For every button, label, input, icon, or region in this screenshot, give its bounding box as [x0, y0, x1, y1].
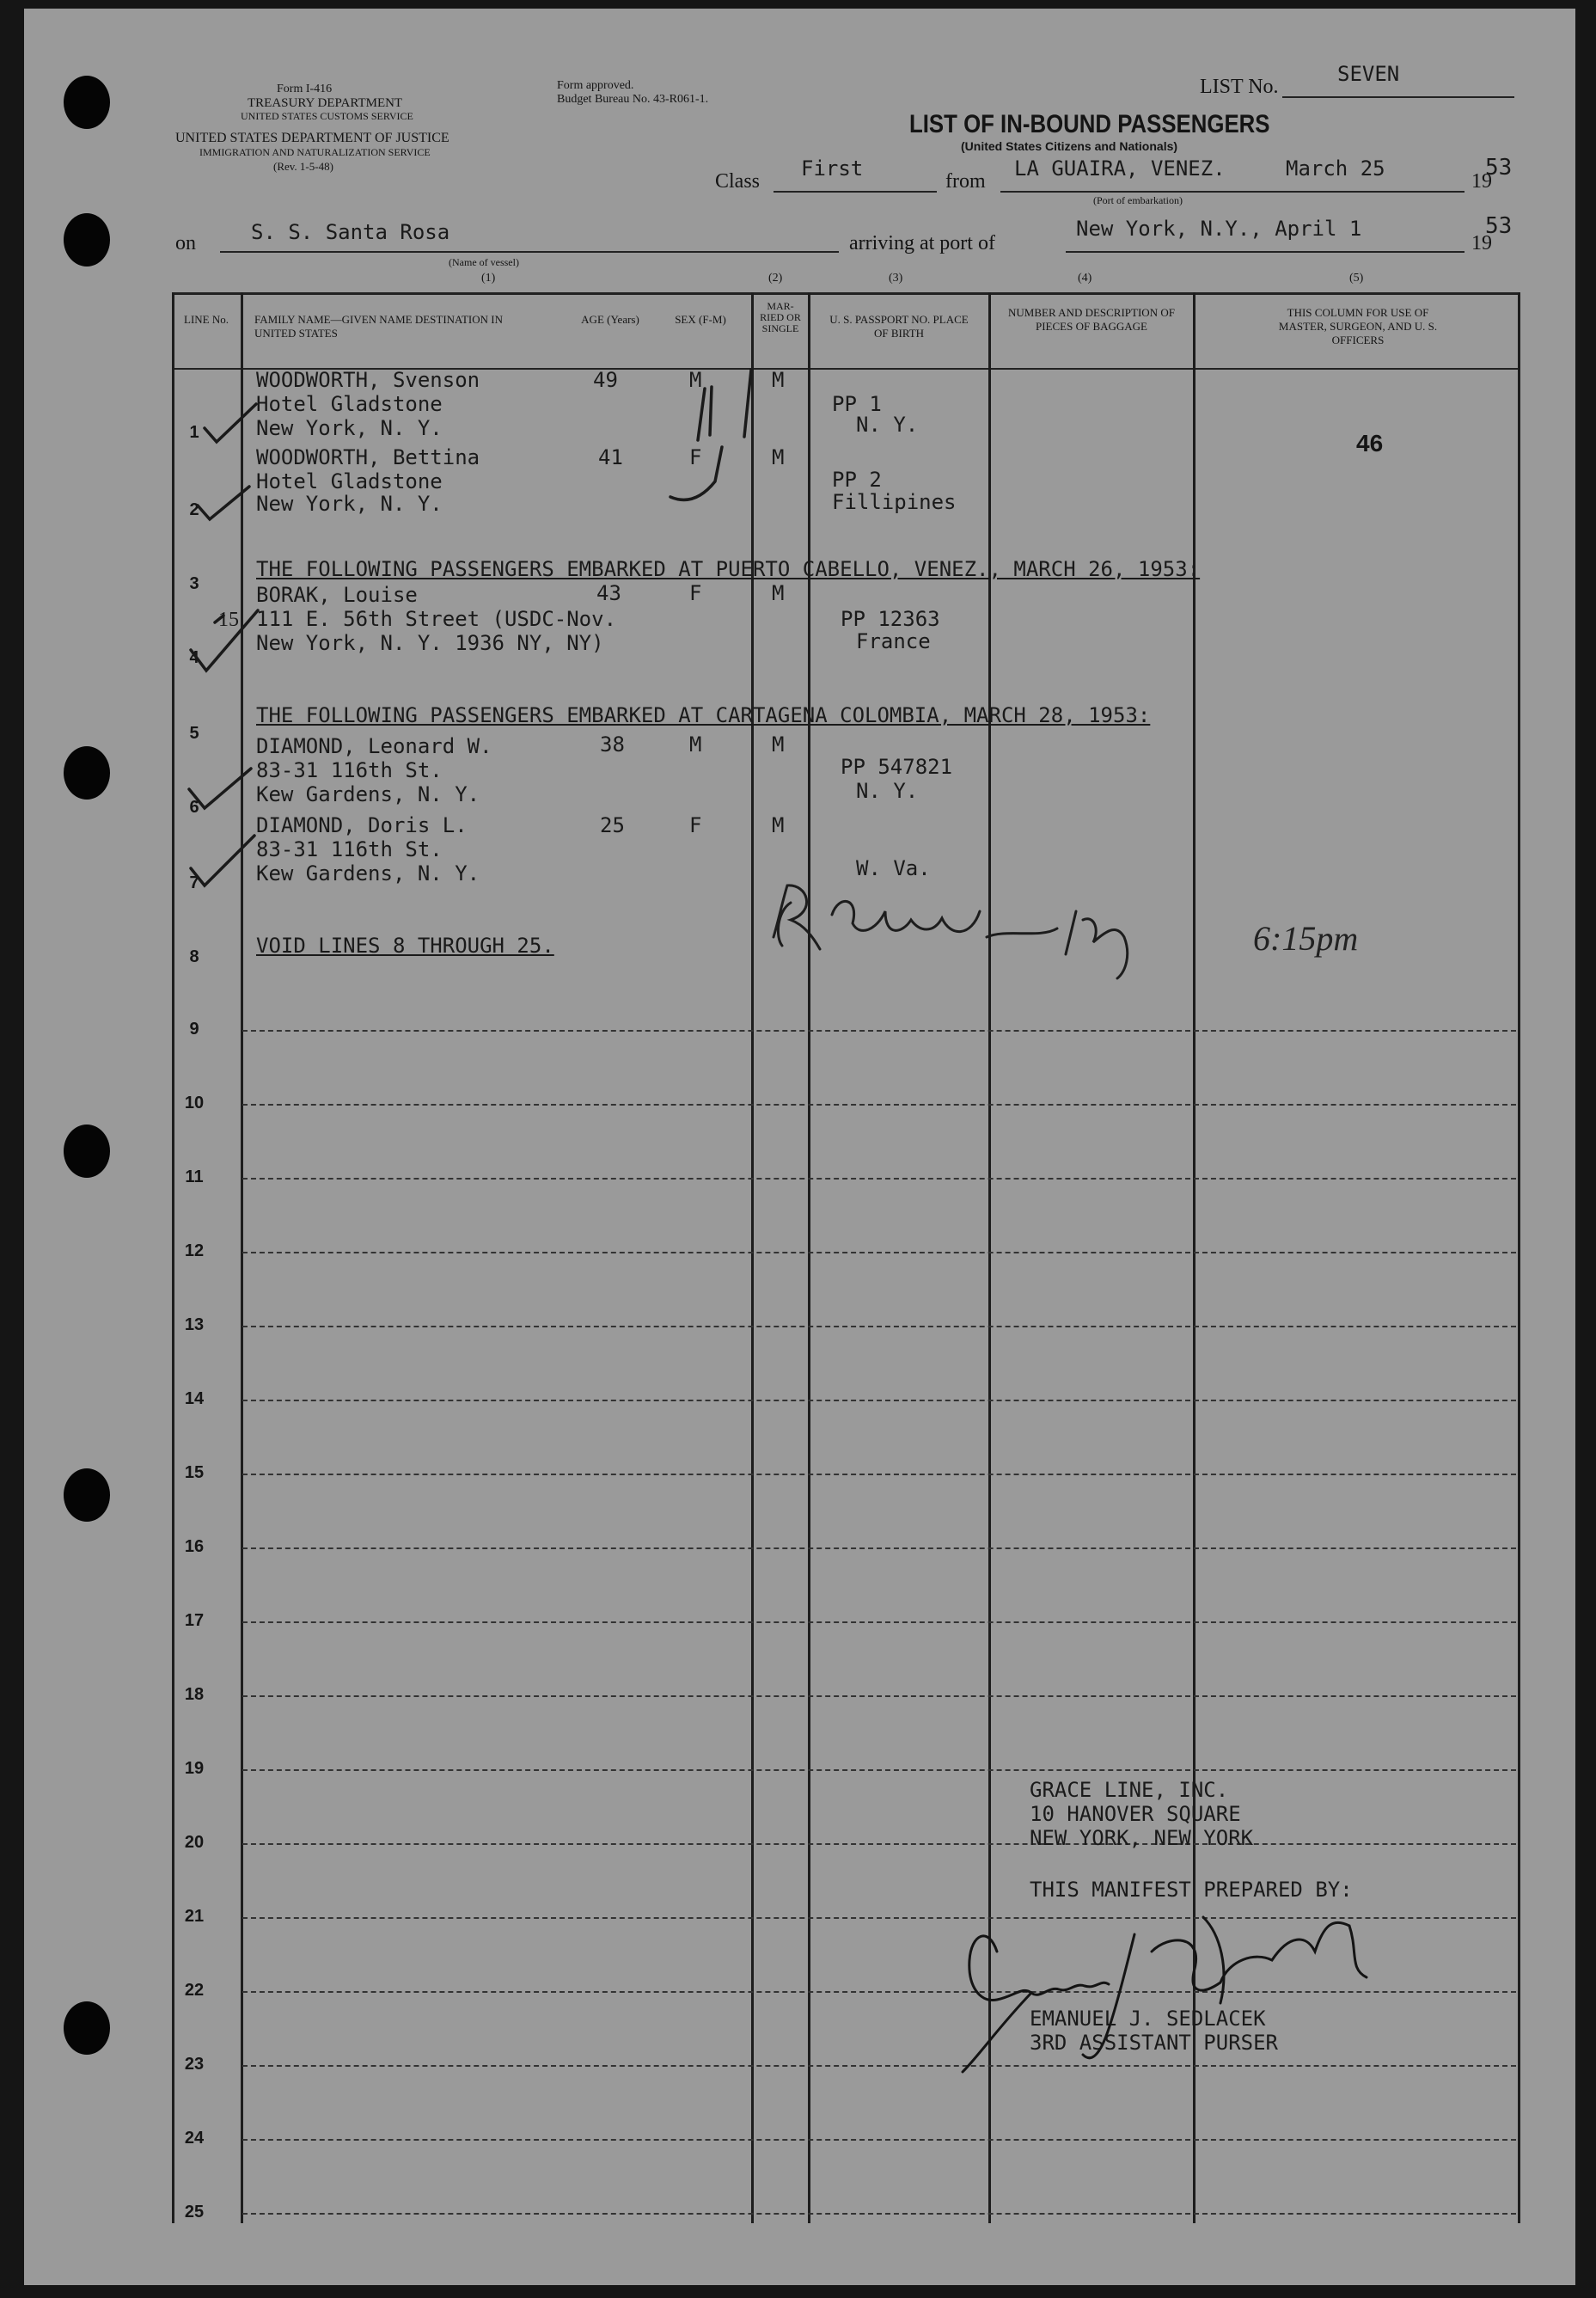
preparer-title: 3RD ASSISTANT PURSER	[1030, 2031, 1278, 2055]
place-of-birth: N. Y.	[856, 779, 919, 803]
line-number: 9	[189, 1020, 199, 1039]
passenger-city: Kew Gardens, N. Y.	[256, 861, 480, 885]
embarkation-date: March 25	[1286, 156, 1385, 181]
port-of-embarkation: LA GUAIRA, VENEZ.	[1014, 156, 1226, 181]
column-divider	[988, 292, 991, 2223]
binder-hole	[64, 2001, 110, 2055]
column-header-passport: U. S. PASSPORT NO. PLACE OF BIRTH	[829, 313, 969, 340]
list-no-label: LIST No.	[1200, 76, 1279, 98]
prepared-by-label: THIS MANIFEST PREPARED BY:	[1030, 1878, 1353, 1902]
row-separator	[242, 1474, 1516, 1475]
row-separator	[242, 1917, 1516, 1919]
company-address: 10 HANOVER SQUARE	[1030, 1802, 1241, 1826]
passenger-name: DIAMOND, Leonard W.	[256, 734, 492, 758]
line-number: 4	[189, 648, 199, 667]
class-underline	[774, 191, 937, 193]
line-number: 3	[189, 574, 199, 593]
embarkation-year: 53	[1485, 155, 1513, 181]
table-right-border	[1518, 292, 1520, 2223]
passenger-sex: F	[689, 445, 702, 469]
passenger-city: Kew Gardens, N. Y.	[256, 782, 480, 806]
company-name: GRACE LINE, INC.	[1030, 1778, 1229, 1802]
row-separator	[242, 1769, 1516, 1771]
line-number: 25	[184, 2203, 205, 2221]
treasury-department: TREASURY DEPARTMENT	[248, 96, 403, 110]
from-label: from	[945, 170, 986, 193]
line-number: 17	[184, 1611, 205, 1630]
passenger-age: 41	[598, 445, 623, 469]
on-label: on	[175, 232, 196, 254]
line-number: 15	[184, 1463, 205, 1482]
line-number: 11	[185, 1167, 204, 1186]
arrival-port: New York, N.Y., April 1	[1076, 217, 1362, 241]
place-of-birth: France	[856, 629, 931, 653]
line-number: 22	[184, 1981, 205, 2000]
passenger-city: New York, N. Y. 1936 NY, NY)	[256, 631, 604, 655]
year-prefix: 19	[1471, 170, 1492, 193]
row-separator	[242, 1178, 1516, 1180]
passenger-marital-status: M	[772, 581, 785, 605]
embarkation-section-heading: THE FOLLOWING PASSENGERS EMBARKED AT CARTAGENA COLOMBIA, MARCH 28, 1953:	[256, 703, 1151, 727]
passenger-sex: F	[689, 813, 702, 837]
passenger-name: WOODWORTH, Svenson	[256, 368, 480, 392]
form-revision: (Rev. 1-5-48)	[273, 160, 333, 173]
line-number: 13	[184, 1315, 205, 1334]
form-title: LIST OF IN-BOUND PASSENGERS	[909, 110, 1270, 138]
arrival-year: 53	[1485, 213, 1513, 239]
year-prefix: 19	[1471, 232, 1492, 254]
form-number: Form I-416	[277, 83, 333, 95]
company-city: NEW YORK, NEW YORK	[1030, 1826, 1254, 1850]
vessel-name: S. S. Santa Rosa	[251, 220, 450, 244]
row-separator	[242, 1843, 1516, 1845]
passport-number: PP 1	[832, 392, 882, 416]
vessel-caption: (Name of vessel)	[449, 256, 519, 268]
passenger-name: DIAMOND, Doris L.	[256, 813, 468, 837]
budget-bureau: Budget Bureau No. 43-R061-1.	[557, 93, 709, 106]
column-header-line-no: LINE No.	[184, 313, 229, 326]
table-top-border	[172, 292, 1520, 295]
place-of-birth: W. Va.	[856, 856, 931, 880]
row-separator	[242, 1326, 1516, 1327]
line-number: 18	[184, 1685, 205, 1704]
column-divider	[808, 292, 810, 2223]
passenger-marital-status: M	[772, 445, 785, 469]
line-number: 10	[184, 1094, 205, 1112]
passenger-age: 38	[600, 732, 625, 757]
passenger-sex: M	[689, 368, 702, 392]
passenger-address: 83-31 116th St.	[256, 758, 443, 782]
line-number: 8	[189, 947, 199, 966]
vessel-underline	[220, 251, 839, 253]
line-number: 21	[184, 1907, 205, 1926]
column-number: (1)	[481, 272, 496, 285]
row-separator	[242, 1547, 1516, 1549]
passenger-city: New York, N. Y.	[256, 416, 443, 440]
inspection-time: 6:15pm	[1253, 919, 1359, 958]
column-number: (4)	[1078, 272, 1092, 285]
row-separator	[242, 1695, 1516, 1697]
passenger-address: Hotel Gladstone	[256, 392, 443, 416]
passenger-name: BORAK, Louise	[256, 583, 418, 607]
customs-service: UNITED STATES CUSTOMS SERVICE	[241, 110, 413, 122]
binder-hole	[64, 213, 110, 267]
passenger-age: 25	[600, 813, 625, 837]
port-caption: (Port of embarkation)	[1093, 194, 1183, 206]
line-number: 16	[184, 1537, 205, 1556]
manifest-sheet	[24, 9, 1575, 2285]
svg-text:15: 15	[218, 609, 239, 631]
line-number: 5	[189, 724, 199, 743]
line-number: 12	[184, 1241, 205, 1260]
column-divider	[241, 292, 243, 2223]
line-number: 24	[184, 2129, 205, 2148]
passenger-marital-status: M	[772, 813, 785, 837]
row-separator	[242, 1621, 1516, 1623]
class-value: First	[801, 156, 864, 181]
passenger-address: 111 E. 56th Street (USDC-Nov.	[256, 607, 617, 631]
passenger-city: New York, N. Y.	[256, 492, 443, 516]
passenger-address: Hotel Gladstone	[256, 469, 443, 493]
passenger-sex: M	[689, 732, 702, 757]
list-no-underline	[1282, 96, 1514, 98]
binder-hole	[64, 746, 110, 800]
line-number: 1	[189, 423, 199, 442]
row-separator	[242, 1400, 1516, 1401]
row-separator	[242, 2139, 1516, 2141]
row-separator	[242, 1030, 1516, 1032]
row-separator	[242, 2213, 1516, 2215]
row-separator	[242, 1104, 1516, 1106]
line-number: 6	[189, 798, 199, 817]
arriving-label: arriving at port of	[849, 232, 995, 254]
form-approved: Form approved.	[557, 79, 634, 92]
immigration-service: IMMIGRATION AND NATURALIZATION SERVICE	[199, 146, 431, 158]
column-header-baggage: NUMBER AND DESCRIPTION OF PIECES OF BAGGAGE	[1008, 306, 1175, 333]
passport-number: PP 2	[832, 468, 882, 492]
row-separator	[242, 1252, 1516, 1253]
line-number: 7	[189, 873, 199, 892]
column-number: (3)	[889, 272, 903, 285]
column-header-name: FAMILY NAME—GIVEN NAME DESTINATION IN UNITED STATES	[254, 313, 504, 340]
binder-hole	[64, 1124, 110, 1178]
column-number: (5)	[1349, 272, 1364, 285]
line-number: 23	[184, 2055, 205, 2074]
embarkation-underline	[1000, 191, 1465, 193]
binder-hole	[64, 1468, 110, 1522]
class-label: Class	[715, 170, 761, 193]
passenger-age: 43	[596, 581, 621, 605]
row-separator	[242, 2065, 1516, 2067]
line-number: 20	[184, 1833, 205, 1852]
list-no-value: SEVEN	[1337, 62, 1400, 86]
officer-note: 46	[1356, 430, 1384, 457]
department-of-justice: UNITED STATES DEPARTMENT OF JUSTICE	[175, 131, 449, 145]
passport-number: PP 12363	[841, 607, 940, 631]
column-header-sex: SEX (F-M)	[675, 313, 726, 326]
column-header-age: AGE (Years)	[581, 313, 639, 326]
row-separator	[242, 1991, 1516, 1993]
line-number: 2	[189, 500, 199, 519]
passenger-name: WOODWORTH, Bettina	[256, 445, 480, 469]
line-number: 14	[184, 1389, 205, 1408]
passport-number: PP 547821	[841, 755, 953, 779]
form-subtitle: (United States Citizens and Nationals)	[961, 139, 1178, 153]
passenger-marital-status: M	[772, 732, 785, 757]
passenger-sex: F	[689, 581, 702, 605]
embarkation-section-heading: THE FOLLOWING PASSENGERS EMBARKED AT PUERTO CABELLO, VENEZ., MARCH 26, 1953:	[256, 557, 1201, 581]
column-header-married: MAR- RIED OR SINGLE	[760, 300, 801, 334]
column-number: (2)	[768, 272, 783, 285]
passenger-address: 83-31 116th St.	[256, 837, 443, 861]
place-of-birth: Fillipines	[832, 490, 957, 514]
column-divider	[751, 292, 754, 2223]
passenger-marital-status: M	[772, 368, 785, 392]
passenger-age: 49	[593, 368, 618, 392]
column-divider	[1193, 292, 1195, 2223]
place-of-birth: N. Y.	[856, 413, 919, 437]
arrival-underline	[1066, 251, 1465, 253]
line-number: 19	[184, 1759, 205, 1778]
void-lines-note: VOID LINES 8 THROUGH 25.	[256, 934, 554, 958]
binder-hole	[64, 76, 110, 129]
preparer-name: EMANUEL J. SEDLACEK	[1030, 2007, 1266, 2031]
column-header-officers: THIS COLUMN FOR USE OF MASTER, SURGEON, AND U. S. OFFICERS	[1278, 306, 1438, 346]
